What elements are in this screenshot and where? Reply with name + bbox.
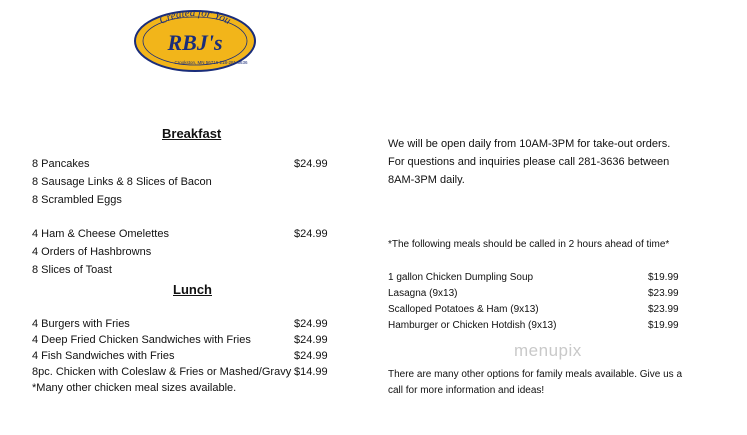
lunch-item: 4 Fish Sandwiches with Fries — [32, 350, 175, 362]
breakfast-price: $24.99 — [294, 158, 328, 170]
info-line: 8AM-3PM daily. — [388, 174, 465, 186]
family-price: $23.99 — [648, 288, 679, 299]
family-item: Hamburger or Chicken Hotdish (9x13) — [388, 320, 557, 331]
breakfast-item: 8 Slices of Toast — [32, 264, 112, 276]
family-price: $19.99 — [648, 320, 679, 331]
family-price: $23.99 — [648, 304, 679, 315]
lunch-note: *Many other chicken meal sizes available. — [32, 382, 237, 394]
rbjs-logo — [133, 10, 257, 72]
family-note: *The following meals should be called in 2 hours ahead of time* — [388, 239, 670, 250]
breakfast-item: 8 Scrambled Eggs — [32, 194, 122, 206]
lunch-heading: Lunch — [173, 282, 212, 297]
info-line: For questions and inquiries please call 281-3636 between — [388, 156, 670, 168]
family-price: $19.99 — [648, 272, 679, 283]
logo-address: Crookston, MN 56716 218-281-3636 — [174, 60, 248, 65]
lunch-price: $24.99 — [294, 350, 328, 362]
breakfast-heading: Breakfast — [162, 126, 222, 141]
family-closing-line: There are many other options for family meals available. Give us a — [388, 369, 683, 380]
breakfast-item: 4 Ham & Cheese Omelettes — [32, 228, 169, 240]
family-item: Scalloped Potatoes & Ham (9x13) — [388, 304, 539, 315]
breakfast-price: $24.99 — [294, 228, 328, 240]
family-closing-line: call for more information and ideas! — [388, 385, 545, 396]
breakfast-item: 8 Sausage Links & 8 Slices of Bacon — [32, 176, 212, 188]
lunch-item: 8pc. Chicken with Coleslaw & Fries or Mashed/Gravy — [32, 366, 292, 378]
menupix-watermark: menupix — [514, 341, 582, 360]
breakfast-item: 8 Pancakes — [32, 158, 90, 170]
logo-monogram: RBJ's — [167, 30, 223, 55]
logo-arc-text: Created for You — [157, 10, 233, 27]
family-item: Lasagna (9x13) — [388, 288, 458, 299]
lunch-price: $24.99 — [294, 318, 328, 330]
lunch-item: 4 Deep Fried Chicken Sandwiches with Fries — [32, 334, 251, 346]
lunch-price: $24.99 — [294, 334, 328, 346]
lunch-item: 4 Burgers with Fries — [32, 318, 130, 330]
info-line: We will be open daily from 10AM-3PM for take-out orders. — [388, 138, 671, 150]
lunch-price: $14.99 — [294, 366, 328, 378]
breakfast-item: 4 Orders of Hashbrowns — [32, 246, 152, 258]
family-item: 1 gallon Chicken Dumpling Soup — [388, 272, 534, 283]
